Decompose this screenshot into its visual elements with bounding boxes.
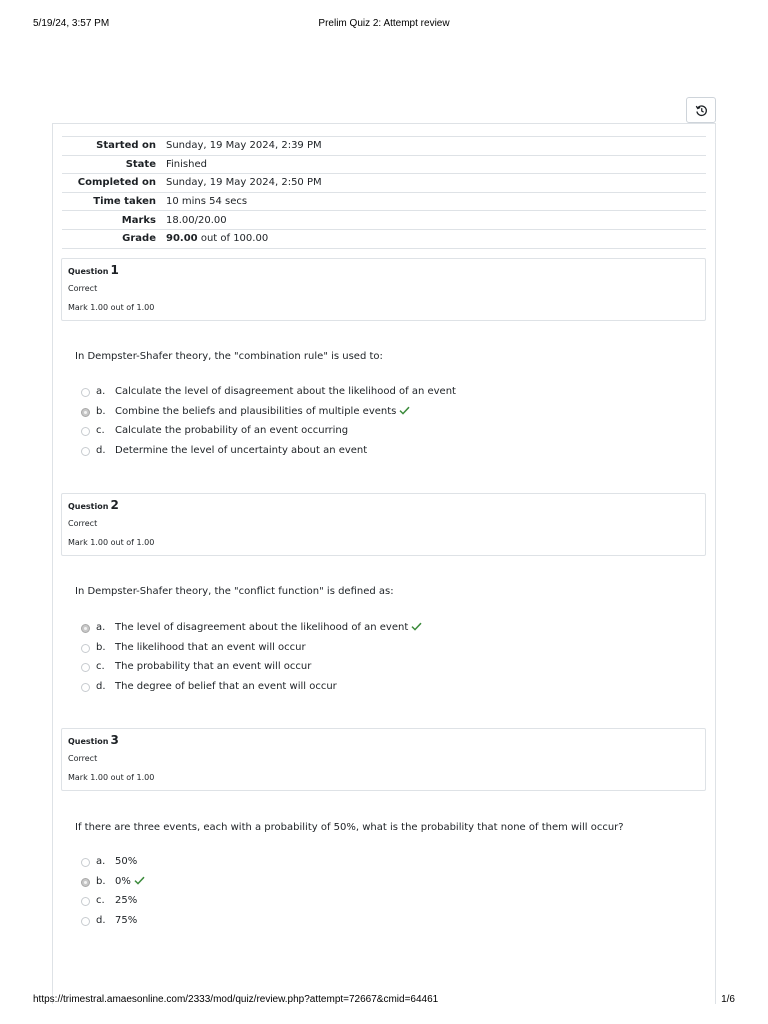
question-grade: Mark 1.00 out of 1.00 xyxy=(68,303,155,312)
print-page-number: 1/6 xyxy=(721,994,735,1005)
option-letter: a. xyxy=(96,622,106,633)
question-prefix: Question xyxy=(68,502,109,511)
question-text: If there are three events, each with a probability of 50%, what is the probability that none of them will occur? xyxy=(75,822,624,833)
summary-value xyxy=(161,229,706,248)
option-letter: a. xyxy=(96,386,106,397)
answer-option[interactable] xyxy=(81,856,641,876)
option-text-wrap xyxy=(115,406,410,417)
option-letter: d. xyxy=(96,444,106,456)
question-state: Correct xyxy=(68,519,98,528)
option-text: The likelihood that an event will occur xyxy=(115,641,306,653)
answer-option[interactable] xyxy=(81,425,641,445)
question-info-1 xyxy=(61,258,706,321)
radio-button[interactable] xyxy=(81,917,90,926)
summary-value: 18.00/20.00 xyxy=(161,211,706,230)
option-letter: b. xyxy=(96,875,106,887)
question-state: Correct xyxy=(68,284,98,293)
option-text: 0% xyxy=(115,875,131,887)
question-grade: Mark 1.00 out of 1.00 xyxy=(68,538,155,547)
answer-options-3 xyxy=(81,856,641,934)
radio-button-selected[interactable] xyxy=(81,624,90,633)
option-text: The level of disagreement about the likelihood of an event xyxy=(115,622,409,633)
summary-label: State xyxy=(62,155,161,174)
answer-option[interactable] xyxy=(81,642,641,662)
summary-label: Completed on xyxy=(62,174,161,193)
radio-button[interactable] xyxy=(81,644,90,653)
radio-button[interactable] xyxy=(81,683,90,692)
option-text: Calculate the probability of an event occurring xyxy=(115,425,349,436)
option-text: The probability that an event will occur xyxy=(115,661,312,672)
question-number xyxy=(68,733,119,747)
question-text: In Dempster-Shafer theory, the "conflict function" is defined as: xyxy=(75,586,394,597)
question-state: Correct xyxy=(68,754,98,763)
option-text: Determine the level of uncertainty about an event xyxy=(115,444,368,456)
question-info-2 xyxy=(61,493,706,556)
option-letter: c. xyxy=(96,661,105,672)
radio-button[interactable] xyxy=(81,663,90,672)
answer-options-1 xyxy=(81,386,641,464)
grade-value: 90.00 xyxy=(166,233,198,245)
option-letter: d. xyxy=(96,914,106,926)
radio-button-selected[interactable] xyxy=(81,878,90,887)
answer-option[interactable] xyxy=(81,681,641,701)
radio-button-selected[interactable] xyxy=(81,408,90,417)
question-info-3 xyxy=(61,728,706,791)
summary-row-marks xyxy=(62,211,706,230)
option-letter: c. xyxy=(96,425,105,436)
attempt-summary-table xyxy=(62,136,706,249)
answer-option[interactable] xyxy=(81,406,641,426)
option-text: 75% xyxy=(115,914,138,926)
radio-button[interactable] xyxy=(81,388,90,397)
print-url: https://trimestral.amaesonline.com/2333/mod/quiz/review.php?attempt=72667&cmid=64461 xyxy=(33,994,439,1005)
radio-button[interactable] xyxy=(81,427,90,436)
summary-label: Started on xyxy=(62,137,161,156)
option-text: 50% xyxy=(115,856,138,867)
option-text: Combine the beliefs and plausibilities of multiple events xyxy=(115,405,397,417)
summary-label: Grade xyxy=(62,229,161,248)
option-letter: d. xyxy=(96,680,106,692)
radio-button[interactable] xyxy=(81,897,90,906)
summary-value: Sunday, 19 May 2024, 2:39 PM xyxy=(161,137,706,156)
question-number xyxy=(68,263,119,277)
check-icon xyxy=(134,876,145,885)
summary-label: Marks xyxy=(62,211,161,230)
answer-option[interactable] xyxy=(81,876,641,896)
history-icon xyxy=(695,104,708,117)
answer-option[interactable] xyxy=(81,386,641,406)
option-text-wrap xyxy=(115,876,145,887)
summary-row-state xyxy=(62,155,706,174)
answer-option[interactable] xyxy=(81,661,641,681)
question-text: In Dempster-Shafer theory, the "combination rule" is used to: xyxy=(75,351,383,362)
question-prefix: Question xyxy=(68,737,109,746)
summary-row-time-taken xyxy=(62,192,706,211)
check-icon xyxy=(399,406,410,415)
question-grade: Mark 1.00 out of 1.00 xyxy=(68,773,155,782)
grade-out-of: out of 100.00 xyxy=(197,233,269,245)
radio-button[interactable] xyxy=(81,858,90,867)
summary-row-started xyxy=(62,137,706,156)
question-number-value: 2 xyxy=(110,498,119,512)
answer-options-2 xyxy=(81,622,641,700)
summary-value: 10 mins 54 secs xyxy=(161,192,706,211)
option-letter: a. xyxy=(96,856,106,867)
history-button[interactable] xyxy=(686,97,716,123)
option-text: Calculate the level of disagreement about the likelihood of an event xyxy=(115,386,456,397)
option-text: 25% xyxy=(115,895,138,906)
summary-value: Sunday, 19 May 2024, 2:50 PM xyxy=(161,174,706,193)
summary-value: Finished xyxy=(161,155,706,174)
check-icon xyxy=(411,622,422,631)
option-letter: b. xyxy=(96,405,106,417)
question-number-value: 1 xyxy=(110,263,119,277)
answer-option[interactable] xyxy=(81,915,641,935)
answer-option[interactable] xyxy=(81,622,641,642)
option-letter: b. xyxy=(96,641,106,653)
summary-row-completed xyxy=(62,174,706,193)
summary-row-grade xyxy=(62,229,706,248)
print-datetime: 5/19/24, 3:57 PM xyxy=(33,18,110,29)
answer-option[interactable] xyxy=(81,445,641,465)
answer-option[interactable] xyxy=(81,895,641,915)
question-number xyxy=(68,498,119,512)
option-letter: c. xyxy=(96,895,105,906)
print-title: Prelim Quiz 2: Attempt review xyxy=(318,18,450,29)
radio-button[interactable] xyxy=(81,447,90,456)
summary-label: Time taken xyxy=(62,192,161,211)
question-prefix: Question xyxy=(68,267,109,276)
option-text: The degree of belief that an event will occur xyxy=(115,680,337,692)
option-text-wrap xyxy=(115,622,422,633)
question-number-value: 3 xyxy=(110,733,119,747)
